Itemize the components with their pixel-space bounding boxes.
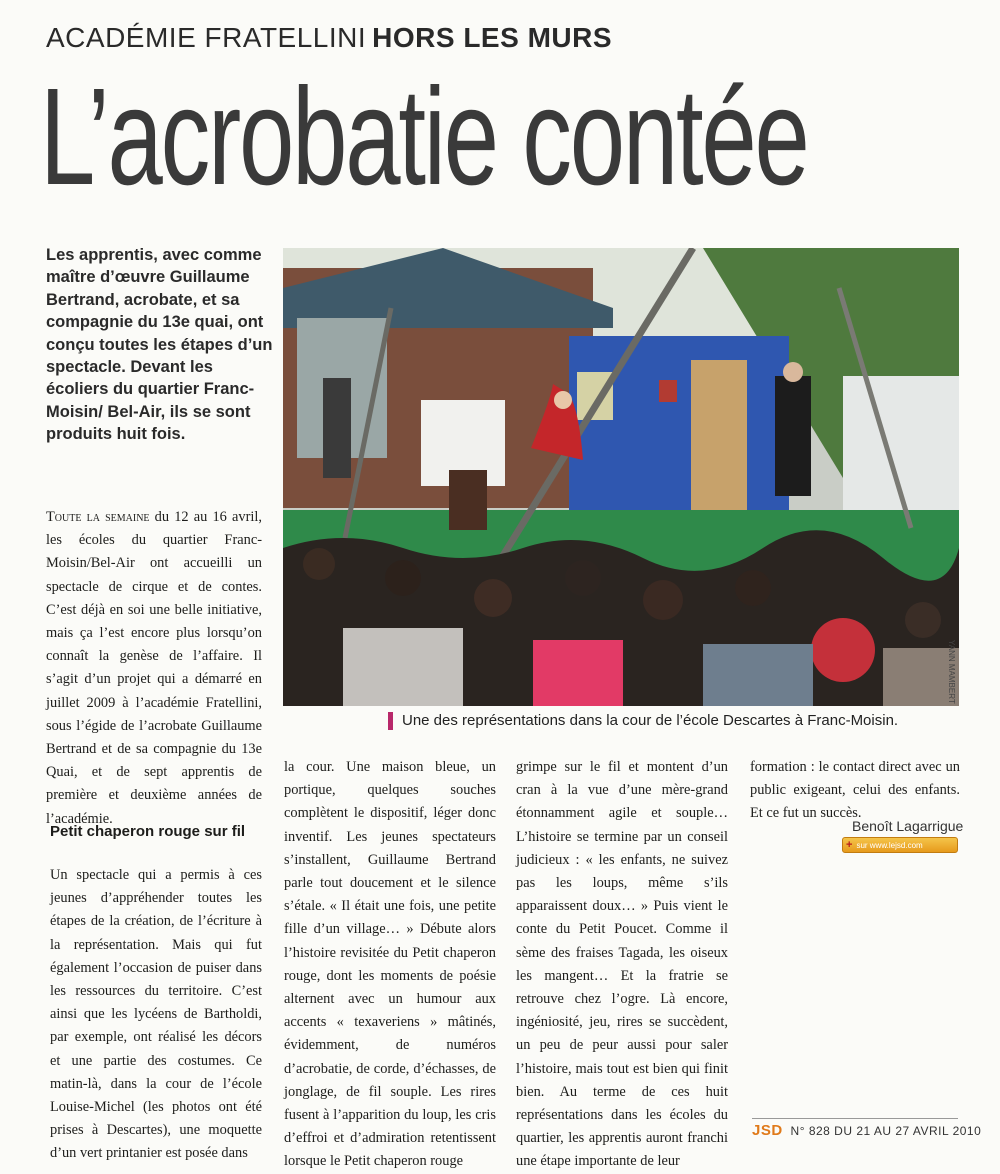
kicker-section-name: ACADÉMIE FRATELLINI bbox=[46, 22, 367, 53]
body-column-4: formation : le contact direct avec un public exigeant, celui des enfants. Et ce fut un succès. bbox=[750, 759, 960, 822]
photo-caption: Une des représentations dans la cour de l’école Descartes à Franc-Moisin. bbox=[402, 712, 899, 729]
website-link-text: sur www.lejsd.com bbox=[856, 840, 923, 850]
article-lede: Les apprentis, avec comme maître d’œuvre Guillaume Bertrand, acrobate, et sa compagnie du 13e quai, ont conçu toutes les étapes d’un spectacle. Devant les écoliers du quartier Franc-Moisin/ Bel-Air, ils se sont produits huit fois. bbox=[46, 246, 273, 444]
issue-footer bbox=[752, 1122, 981, 1139]
plus-icon: + bbox=[846, 839, 853, 851]
article-headline: L’acrobatie contée bbox=[40, 60, 808, 214]
body-column-1-bottom: Un spectacle qui a permis à ces jeunes d’appréhender toutes les étapes de la création, de l’écriture à la représentation. Mais qui fut également l’occasion de puiser dans les ressources du territoire. C’est ainsi que les lycéens de Bartholdi, par exemple, ont réalisé les décors et une partie des costumes. Ce matin-là, dans la cour de l’école Louise-Michel (les photos ont été prises à Descartes), une moquette d’un vert printanier est posée dans bbox=[50, 867, 262, 1162]
kicker-section-tag: HORS LES MURS bbox=[372, 22, 613, 53]
intro-small-caps: Toute la semaine bbox=[46, 509, 150, 525]
caption-accent-bar bbox=[388, 712, 393, 730]
intro-text: du 12 au 16 avril, les écoles du quartier Franc-Moisin/Bel-Air ont accueilli un spectacle de cirque et de contes. C’est déjà en soi une belle initiative, mais ça l’est encore plus lorsqu’on connaît la genèse de l’affaire. Il s’agit d’un projet qui a démarré en juillet 2009 à l’académie Fratellini, sous l’égide de l’acrobate Guillaume Bertrand et de sa compagnie du 13e Quai, et de sept apprentis de première et deuxième années de l’académie. bbox=[46, 509, 262, 827]
website-link-badge[interactable] bbox=[842, 837, 958, 853]
performance-photo-illustration bbox=[283, 248, 959, 706]
section-kicker bbox=[46, 22, 612, 54]
performance-photo bbox=[283, 248, 959, 706]
body-column-2: la cour. Une maison bleue, un portique, quelques souches complètent le dispositif, léger donc inventif. Les jeunes spectateurs s’installent, Guillaume Bertrand parle tout doucement et le silence s’étale. « Il était une fois, une petite fille d’un village… » Débute alors l’histoire revisitée du Petit chaperon rouge, dont les moments de poésie alternent avec un humour aux accents « texaveriens » mâtinés, évidemment, de numéros d’acrobatie, de corde, d’échasses, de jonglage, de fil souple. Les rires fusent à l’apparition du loup, les cris d’effroi et d’admiration retentissent lorsque le Petit chaperon rouge bbox=[284, 759, 496, 1170]
body-column-3: grimpe sur le fil et montent d’un cran à la vue d’une mère-grand étonnamment agile et souple… L’histoire se termine par un conseil judicieux : « les enfants, ne suivez pas les loups, même s’ils apparaissent doux… » Puis vient le conte du Petit Poucet. Comme il sème des fraises Tagada, les oiseux les mangent… Et la fratrie se retrouve chez l’ogre. Là encore, ingéniosité, jeu, rires se succèdent, un peu de peur aussi pour saler l’histoire, mais tout est bien qui finit bien. Au terme de ces huit représentations dans les écoles du quartier, les apprentis auront franchi une étape importante de leur bbox=[516, 759, 728, 1170]
issue-info: N° 828 DU 21 AU 27 AVRIL 2010 bbox=[790, 1124, 982, 1138]
photo-credit: YANN MAMBERT bbox=[947, 640, 956, 704]
section-subhead: Petit chaperon rouge sur fil bbox=[50, 823, 246, 840]
publication-logo: JSD bbox=[752, 1122, 783, 1139]
body-column-1-top bbox=[46, 506, 262, 831]
article-author: Benoît Lagarrigue bbox=[852, 818, 964, 834]
footer-rule bbox=[752, 1118, 958, 1119]
